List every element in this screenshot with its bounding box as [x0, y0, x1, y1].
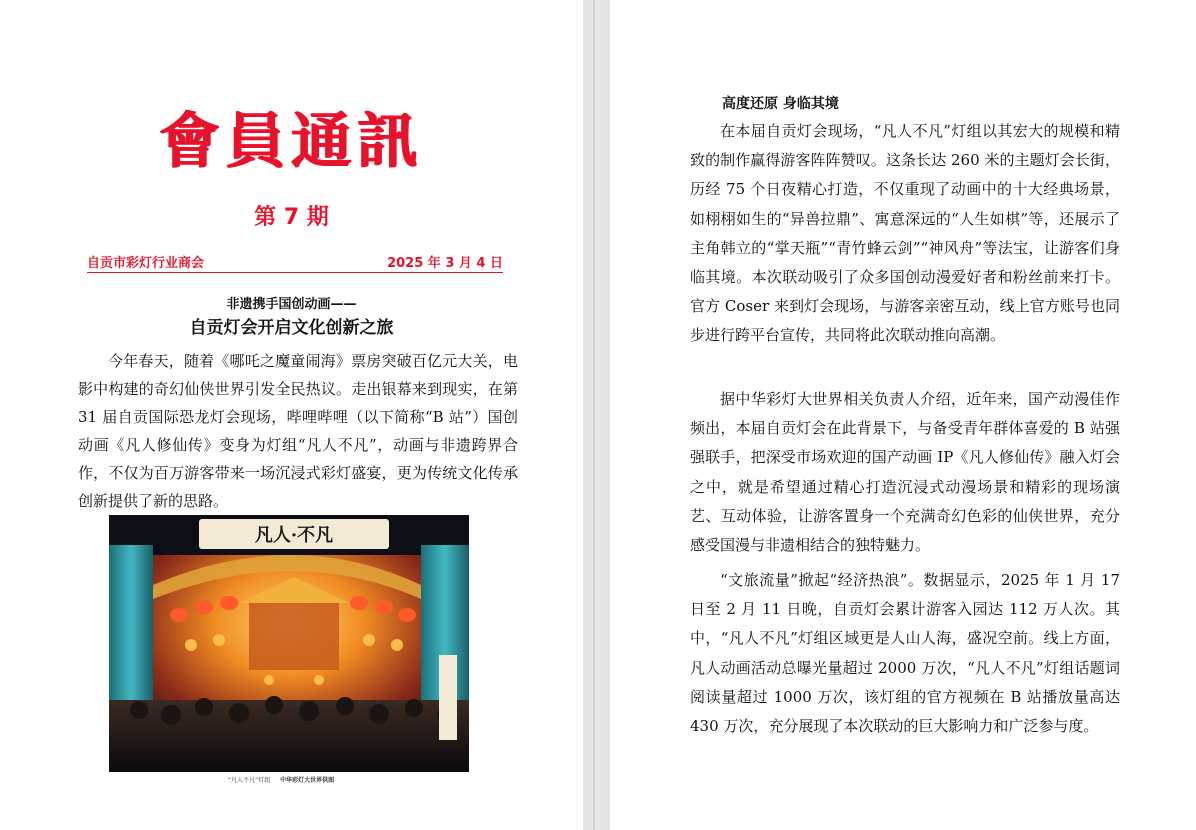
article-paragraph: 在本届自贡灯会现场，“凡人不凡”灯组以其宏大的规模和精致的制作赢得游客阵阵赞叹。这条长达 260 米的主题灯会长街，历经 75 个日夜精心打造，不仅重现了动画中的十大经典场景，如栩栩如生的“异兽拉鼎”、寓意深远的“人生如棋”等，还展示了主角韩立的“掌天瓶”“青竹蜂云剑”“神风舟”等法宝，让游客们身临其境。本次联动吸引了众多国创动漫爱好者和粉丝前来打卡。官方 Coser 来到灯会现场，与游客亲密互动，线上官方账号也同步进行跨平台宣传，共同将此次联动推向高潮。	[690, 122, 1120, 345]
article-intro-paragraph: 今年春天，随着《哪吒之魔童闹海》票房突破百亿元大关，电影中构建的奇幻仙侠世界引发全民热议。走出银幕来到现实，在第 31 届自贡国际恐龙灯会现场，哔哩哔哩（以下简称“B 站”）国创动画《凡人修仙传》变身为灯组“凡人不凡”，动画与非遗跨界合作，不仅为百万游客带来一场沉浸式彩灯盛宴，更为传统文化传承创新提供了新的思路。	[78, 352, 518, 510]
section-heading: 高度还原 身临其境	[722, 96, 839, 112]
lantern-photo-illustration	[109, 515, 469, 772]
photo-credit: 中华彩灯大世界供图	[280, 777, 335, 784]
photo-caption-text: “凡人不凡”灯组	[228, 777, 271, 784]
article-headline: 自贡灯会开启文化创新之旅	[189, 318, 394, 338]
organization-name: 自贡市彩灯行业商会	[87, 256, 205, 271]
article-kicker: 非遗携手国创动画——	[226, 297, 357, 312]
issue-date: 2025 年 3 月 4 日	[387, 256, 503, 271]
page-gutter	[583, 0, 610, 830]
lantern-festival-photo	[109, 515, 469, 772]
photo-caption	[228, 775, 342, 784]
publisher-line	[87, 252, 503, 273]
masthead-title: 會員通訊	[159, 107, 424, 177]
article-paragraph: “文旅流量”掀起“经济热浪”。数据显示，2025 年 1 月 17 日至 2 月 11 日晚，自贡灯会累计游客入园达 112 万人次。其中，“凡人不凡”灯组区域更是人山人海，盛况空前。线上方面，凡人动画活动总曝光量超过 2000 万次，“凡人不凡”灯组话题词阅读量超过 1000 万次，该灯组的官方视频在 B 站播放量高达 430 万次，充分展现了本次联动的巨大影响力和广泛参与度。	[690, 571, 1120, 736]
lantern-sign-text: 凡人·不凡	[254, 525, 334, 546]
issue-number: 第 7 期	[254, 205, 329, 230]
article-paragraph: 据中华彩灯大世界相关负责人介绍，近年来，国产动漫佳作频出，本届自贡灯会在此背景下，与备受青年群体喜爱的 B 站强强联手，把深受市场欢迎的国产动画 IP《凡人修仙传》融入灯会之中，就是希望通过精心打造沉浸式动漫场景和精彩的现场演艺、互动体验，让游客置身一个充满奇幻色彩的仙侠世界，充分感受国漫与非遗相结合的独特魅力。	[690, 390, 1120, 555]
